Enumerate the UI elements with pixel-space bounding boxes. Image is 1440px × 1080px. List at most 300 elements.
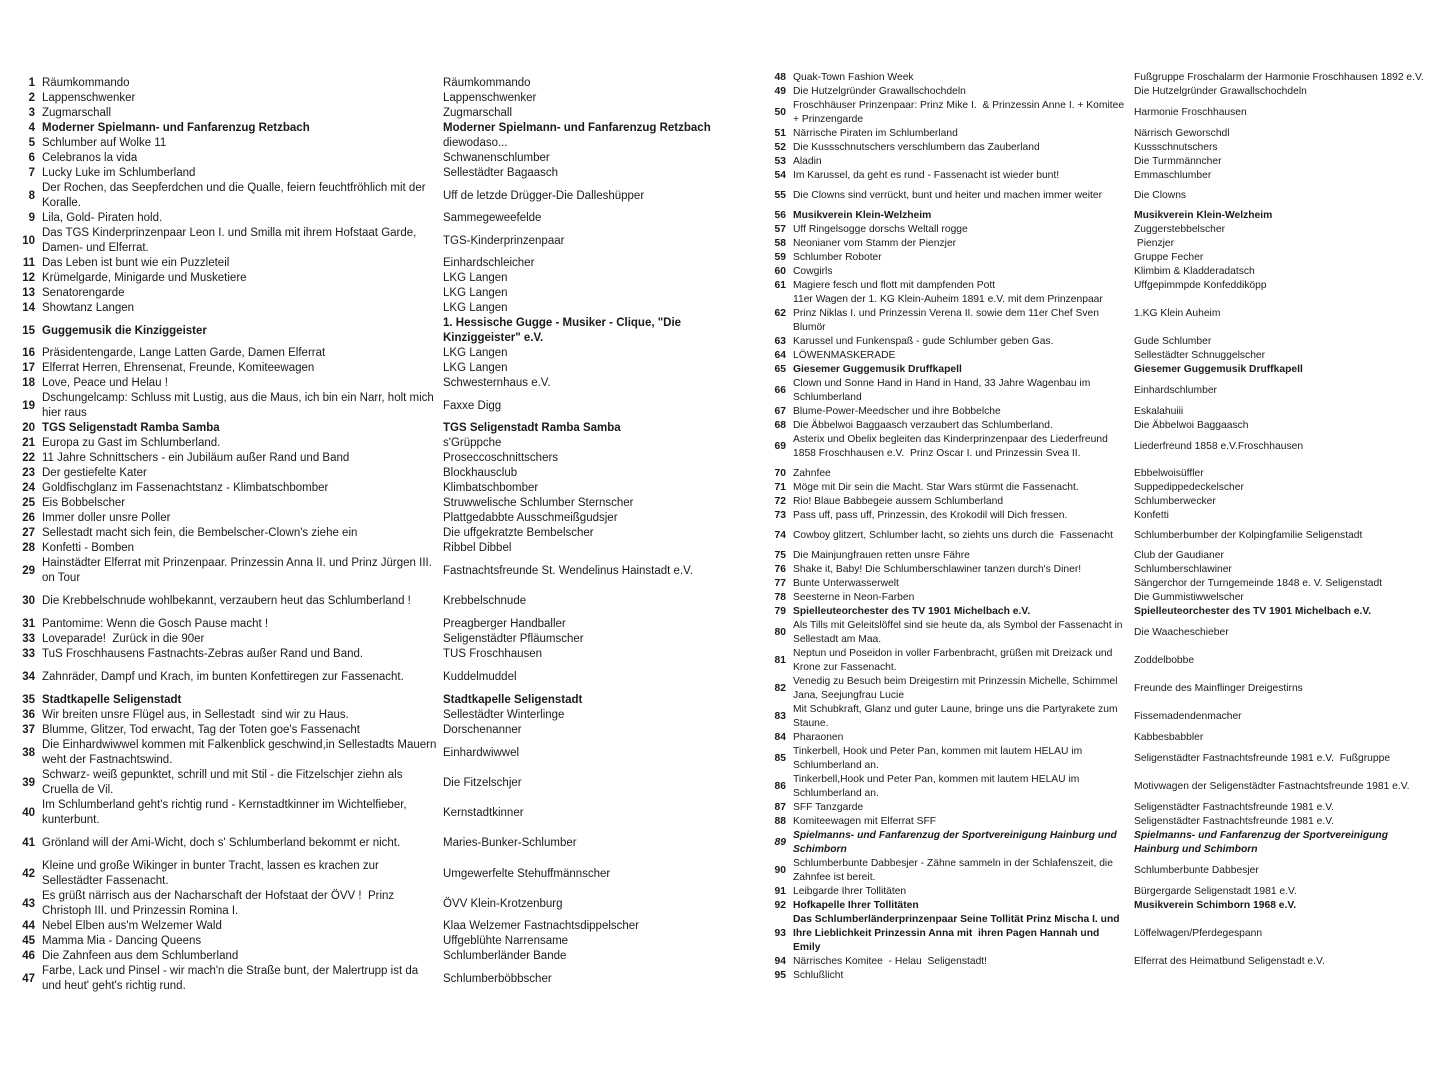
- entry-motto: Asterix und Obelix begleiten das Kinderprinzenpaar des Liederfreund 1858 Froschhausen e.V. Prinz Oscar I. und Prinzessin Svea II.: [793, 434, 1111, 459]
- entry-motto: Im Schlumberland geht's richtig rund - Kernstadtkinner im Wichtelfieber, kunterbunt.: [42, 799, 410, 826]
- entry-row: [772, 509, 1430, 523]
- entry-group-name: TGS-Kinderprinzenpaar: [443, 234, 565, 247]
- entry-number: 34: [22, 671, 35, 683]
- entry-number: 33: [22, 648, 35, 660]
- entry-row: [22, 271, 734, 286]
- entry-row: [772, 169, 1430, 183]
- entry-group-name: Einhardwiwwel: [443, 746, 520, 759]
- entry-motto: Schwarz- weiß gepunktet, schrill und mit Stil - die Fitzelschjer ziehn als Cruella de Vil.: [42, 769, 406, 796]
- entry-group-name: Proseccoschnittschers: [443, 452, 559, 464]
- entry-row: [772, 251, 1430, 265]
- entry-row: [772, 857, 1430, 885]
- entry-motto: Stadtkapelle Seligenstadt: [42, 694, 182, 706]
- entry-number: 64: [774, 350, 786, 361]
- entry-row: [772, 675, 1430, 703]
- entry-number: 80: [774, 627, 786, 638]
- entry-row: [772, 405, 1430, 419]
- entry-number: 27: [22, 527, 35, 539]
- entry-motto: Närrische Piraten im Schlumberland: [793, 128, 958, 139]
- entry-row: [772, 481, 1430, 495]
- entry-group-name: Emmaschlumber: [1134, 170, 1212, 181]
- entry-number: 23: [22, 467, 35, 479]
- entry-motto: Die Zahnfeen aus dem Schlumberland: [42, 950, 239, 962]
- entry-row: [22, 647, 734, 662]
- entry-row: [22, 496, 734, 511]
- entry-motto: Pharaonen: [793, 732, 844, 743]
- entry-group-name: Gude Schlumber: [1134, 336, 1212, 347]
- entry-number: 7: [28, 167, 35, 179]
- entry-row: [22, 481, 734, 496]
- entry-row: [772, 335, 1430, 349]
- entry-motto: Aladin: [793, 156, 822, 167]
- entry-row: [772, 237, 1430, 251]
- entry-motto: Die Krebbelschnude wohlbekannt, verzaubern heut das Schlumberland !: [42, 595, 411, 607]
- entry-motto: Tinkerbell,Hook und Peter Pan, kommen mit lautem HELAU im Schlumberland an.: [793, 774, 1083, 799]
- entry-row: [772, 563, 1430, 577]
- entry-group-name: Uffgepimmpde Konfeddiköpp: [1134, 280, 1267, 291]
- entry-number: 30: [22, 595, 35, 607]
- entry-row: [22, 301, 734, 316]
- entry-number: 66: [774, 385, 786, 396]
- entry-group-name: Kussschnutschers: [1134, 142, 1218, 153]
- entry-number: 39: [22, 776, 35, 789]
- entry-motto: Cowgirls: [793, 266, 833, 277]
- entry-group-name: Sellestädter Winterlinge: [443, 709, 565, 721]
- entry-group-name: Sellestädter Bagaasch: [443, 167, 559, 179]
- entry-row: [772, 731, 1430, 745]
- entry-row: [22, 76, 734, 91]
- entry-group-name: Seligenstädter Fastnachtsfreunde 1981 e.V.: [1134, 802, 1334, 813]
- entry-number: 42: [22, 867, 35, 880]
- entry-number: 15: [22, 324, 35, 337]
- entry-motto: TGS Seligenstadt Ramba Samba: [42, 422, 220, 434]
- entry-row: [772, 71, 1430, 85]
- entry-group-name: Seligenstädter Fastnachtsfreunde 1981 e.V.: [1134, 816, 1334, 827]
- entry-number: 82: [774, 683, 786, 694]
- entry-number: 9: [28, 212, 35, 224]
- entry-number: 46: [22, 950, 35, 962]
- entry-group-name: Kabbesbabbler: [1134, 732, 1204, 743]
- entry-row: [22, 151, 734, 166]
- entry-row: [22, 451, 734, 466]
- entry-group-name: Die Gummistiwwelscher: [1134, 592, 1244, 603]
- entries-tbody-left: [22, 76, 734, 994]
- entry-row: [22, 226, 734, 256]
- entry-number: 85: [774, 753, 786, 764]
- entry-motto: Die Äbbelwoi Baggaasch verzaubert das Schlumberland.: [793, 420, 1053, 431]
- entry-number: 77: [774, 578, 786, 589]
- entry-motto: Karussel und Funkenspaß - gude Schlumber geben Gas.: [793, 336, 1054, 347]
- entry-motto: Sellestadt macht sich fein, die Bembelscher-Clown's ziehe ein: [42, 527, 358, 539]
- entry-group-name: Blockhausclub: [443, 467, 518, 479]
- entry-group-name: Bürgergarde Seligenstadt 1981 e.V.: [1134, 886, 1297, 897]
- entry-row: [772, 363, 1430, 377]
- entry-motto: Der gestiefelte Kater: [42, 467, 147, 479]
- entry-row: [22, 541, 734, 556]
- entry-number: 6: [28, 152, 35, 164]
- entry-group-name: Elferrat des Heimatbund Seligenstadt e.V.: [1134, 956, 1325, 967]
- entry-number: 76: [774, 564, 786, 575]
- entry-group-name: Stadtkapelle Seligenstadt: [443, 694, 583, 706]
- entry-group-name: Räumkommando: [443, 77, 531, 89]
- entry-motto: Räumkommando: [42, 77, 130, 89]
- entry-row: [772, 265, 1430, 279]
- entry-motto: Konfetti - Bomben: [42, 542, 135, 554]
- entry-number: 60: [774, 266, 786, 277]
- entry-row: [22, 211, 734, 226]
- entry-group-name: Struwwelische Schlumber Sternscher: [443, 497, 634, 509]
- entry-motto: Hainstädter Elferrat mit Prinzenpaar. Prinzessin Anna II. und Prinz Jürgen III. on Tour: [42, 557, 436, 584]
- entry-row: [772, 99, 1430, 127]
- entry-row: [22, 609, 734, 632]
- entry-motto: Schlußlicht: [793, 970, 844, 981]
- entry-group-name: ÖVV Klein-Krotzenburg: [443, 897, 563, 910]
- entry-motto: Tinkerbell, Hook und Peter Pan, kommen mit lautem HELAU im Schlumberland an.: [793, 746, 1086, 771]
- entry-number: 11: [22, 257, 35, 269]
- entry-number: 67: [774, 406, 786, 417]
- entry-number: 44: [22, 920, 35, 932]
- entry-motto: Moderner Spielmann- und Fanfarenzug Retzbach: [42, 122, 310, 134]
- entry-group-name: Plattgedabbte Ausschmeißgudsjer: [443, 512, 618, 524]
- entry-group-name: Motivwagen der Seligenstädter Fastnachtsfreunde 1981 e.V.: [1134, 781, 1410, 792]
- entry-group-name: Sellestädter Schnuggelscher: [1134, 350, 1266, 361]
- entry-motto: Rio! Blaue Babbegeie aussem Schlumberland: [793, 496, 1004, 507]
- entry-number: 72: [774, 496, 786, 507]
- entry-row: [22, 526, 734, 541]
- entry-group-name: Suppedippedeckelscher: [1134, 482, 1244, 493]
- entry-number: 37: [22, 724, 35, 736]
- entry-number: 20: [22, 422, 35, 434]
- entry-group-name: Die Waacheschieber: [1134, 627, 1229, 638]
- entry-number: 73: [774, 510, 786, 521]
- entry-group-name: Zugmarschall: [443, 107, 513, 119]
- entry-group-name: Gruppe Fecher: [1134, 252, 1204, 263]
- entry-motto: Lila, Gold- Piraten hold.: [42, 212, 163, 224]
- entry-number: 24: [22, 482, 35, 494]
- entry-motto: Das Schlumberländerprinzenpaar Seine Tollität Prinz Mischa I. und Ihre Lieblichkeit Prinzessin Anna mit ihren Pagen Hannah und Emily: [793, 914, 1123, 953]
- entry-number: 63: [774, 336, 786, 347]
- entry-motto: SFF Tanzgarde: [793, 802, 864, 813]
- entry-row: [772, 461, 1430, 481]
- entry-row: [772, 577, 1430, 591]
- entry-row: [772, 141, 1430, 155]
- entry-row: [772, 703, 1430, 731]
- entry-motto: Präsidentengarde, Lange Latten Garde, Damen Elferrat: [42, 347, 326, 359]
- entry-row: [22, 851, 734, 889]
- entry-group-name: Schlumberländer Bande: [443, 950, 567, 962]
- entry-group-name: Die uffgekratzte Bembelscher: [443, 527, 594, 539]
- entry-motto: Pantomime: Wenn die Gosch Pause macht !: [42, 618, 269, 630]
- entry-row: [22, 723, 734, 738]
- entry-group-name: Schlumberwecker: [1134, 496, 1216, 507]
- entry-motto: Hofkapelle Ihrer Tollitäten: [793, 900, 919, 911]
- entry-motto: Clown und Sonne Hand in Hand in Hand, 33 Jahre Wagenbau im Schlumberland: [793, 378, 1094, 403]
- entry-motto: Neonianer vom Stamm der Pienzjer: [793, 238, 957, 249]
- entry-number: 54: [774, 170, 786, 181]
- entry-number: 45: [22, 935, 35, 947]
- entry-row: [22, 632, 734, 647]
- entry-motto: Cowboy glitzert, Schlumber lacht, so ziehts uns durch die Fassenacht: [793, 530, 1113, 541]
- entry-motto: TuS Froschhausens Fastnachts-Zebras außer Rand und Band.: [42, 648, 364, 660]
- entry-motto: Love, Peace und Helau !: [42, 377, 168, 389]
- entry-motto: Magiere fesch und flott mit dampfenden Pott: [793, 280, 996, 291]
- entry-number: 47: [22, 972, 35, 985]
- entry-number: 93: [774, 928, 786, 939]
- entry-motto: Immer doller unsre Poller: [42, 512, 171, 524]
- entry-group-name: Närrisch Geworschdl: [1134, 128, 1230, 139]
- entry-group-name: 1. Hessische Gugge - Musiker - Clique, "Die Kinziggeister" e.V.: [443, 317, 685, 344]
- entry-row: [22, 466, 734, 481]
- entry-motto: Quak-Town Fashion Week: [793, 72, 914, 83]
- entry-row: [22, 949, 734, 964]
- entry-number: 71: [774, 482, 786, 493]
- entry-row: [772, 745, 1430, 773]
- entry-group-name: Klimbatschbomber: [443, 482, 539, 494]
- entry-number: 5: [28, 137, 35, 149]
- entry-row: [772, 419, 1430, 433]
- entry-group-name: Sängerchor der Turngemeinde 1848 e. V. Seligenstadt: [1134, 578, 1383, 589]
- entry-number: 92: [774, 900, 786, 911]
- entry-motto: Leibgarde Ihrer Tollitäten: [793, 886, 907, 897]
- entry-number: 48: [774, 72, 786, 83]
- entry-group-name: Harmonie Froschhausen: [1134, 107, 1247, 118]
- entry-group-name: Fastnachtsfreunde St. Wendelinus Hainstadt e.V.: [443, 564, 693, 577]
- entry-number: 3: [28, 107, 35, 119]
- entry-motto: Die Hutzelgründer Grawallschochdeln: [793, 86, 966, 97]
- entry-motto: Froschhäuser Prinzenpaar: Prinz Mike I. & Prinzessin Anne I. + Komitee + Prinzengarde: [793, 100, 1127, 125]
- entries-column-left: [22, 76, 734, 994]
- entry-number: 94: [774, 956, 786, 967]
- entry-group-name: Club der Gaudianer: [1134, 550, 1224, 561]
- entry-number: 84: [774, 732, 786, 743]
- entry-group-name: Fußgruppe Froschalarm der Harmonie Froschhausen 1892 e.V.: [1134, 72, 1424, 83]
- entry-group-name: Schlumberschlawiner: [1134, 564, 1232, 575]
- entry-number: 78: [774, 592, 786, 603]
- entry-number: 50: [774, 107, 786, 118]
- entry-group-name: Ribbel Dibbel: [443, 542, 512, 554]
- entry-group-name: Die Hutzelgründer Grawallschochdeln: [1134, 86, 1307, 97]
- entry-row: [772, 293, 1430, 335]
- entry-group-name: Schlumberböbbscher: [443, 972, 552, 985]
- entry-number: 25: [22, 497, 35, 509]
- entry-row: [772, 377, 1430, 405]
- entry-group-name: Musikverein Schimborn 1968 e.V.: [1134, 900, 1297, 911]
- entry-motto: Das TGS Kinderprinzenpaar Leon I. und Smilla mit ihrem Hofstaat Garde, Damen- und Elferrat.: [42, 227, 420, 254]
- entry-row: [22, 889, 734, 919]
- entry-number: 49: [774, 86, 786, 97]
- entry-row: [772, 433, 1430, 461]
- entry-number: 81: [774, 655, 786, 666]
- entry-row: [22, 286, 734, 301]
- entry-number: 59: [774, 252, 786, 263]
- entry-group-name: 1.KG Klein Auheim: [1134, 308, 1221, 319]
- entry-motto: Venedig zu Besuch beim Dreigestirn mit Prinzessin Michelle, Schimmel Jana, Seejungfrau Lucie: [793, 676, 1121, 701]
- entry-number: 51: [774, 128, 786, 139]
- entry-number: 38: [22, 746, 35, 759]
- entry-row: [22, 708, 734, 723]
- entry-motto: Lappenschwenker: [42, 92, 136, 104]
- entry-number: 31: [22, 618, 35, 630]
- entry-number: 28: [22, 542, 35, 554]
- entry-row: [22, 662, 734, 685]
- entry-number: 56: [774, 210, 786, 221]
- entry-number: 58: [774, 238, 786, 249]
- entry-row: [772, 829, 1430, 857]
- entry-number: 90: [774, 865, 786, 876]
- entry-group-name: Maries-Bunker-Schlumber: [443, 837, 577, 849]
- entry-group-name: Zuggerstebbelscher: [1134, 224, 1226, 235]
- entry-number: 29: [22, 564, 35, 577]
- entry-motto: Seesterne in Neon-Farben: [793, 592, 915, 603]
- entry-row: [772, 899, 1430, 913]
- entry-row: [772, 523, 1430, 543]
- entry-number: 53: [774, 156, 786, 167]
- entry-group-name: Spielmanns- und Fanfarenzug der Sportvereinigung Hainburg und Schimborn: [1134, 830, 1391, 855]
- entry-motto: Elferrat Herren, Ehrensenat, Freunde, Komiteewagen: [42, 362, 315, 374]
- entry-number: 33: [22, 633, 35, 645]
- entry-motto: LÖWENMASKERADE: [793, 350, 896, 361]
- entry-group-name: LKG Langen: [443, 362, 508, 374]
- entry-motto: Möge mit Dir sein die Macht. Star Wars stürmt die Fassenacht.: [793, 482, 1079, 493]
- entry-row: [772, 885, 1430, 899]
- entry-group-name: LKG Langen: [443, 272, 508, 284]
- entry-motto: Lucky Luke im Schlumberland: [42, 167, 196, 179]
- entry-motto: Blume-Power-Meedscher und ihre Bobbelche: [793, 406, 1001, 417]
- entry-number: 91: [774, 886, 786, 897]
- entry-group-name: Seligenstädter Pfläumscher: [443, 633, 584, 645]
- entry-motto: Spielmanns- und Fanfarenzug der Sportvereinigung Hainburg und Schimborn: [793, 830, 1120, 855]
- entry-row: [22, 964, 734, 994]
- entry-row: [772, 969, 1430, 983]
- entry-row: [772, 619, 1430, 647]
- entry-group-name: Schlumberbumber der Kolpingfamilie Seligenstadt: [1134, 530, 1363, 541]
- entry-motto: Das Leben ist bunt wie ein Puzzleteil: [42, 257, 230, 269]
- entry-row: [22, 376, 734, 391]
- entry-number: 36: [22, 709, 35, 721]
- entry-group-name: Sammegeweefelde: [443, 212, 542, 224]
- entry-row: [22, 798, 734, 828]
- entry-motto: Senatorengarde: [42, 287, 125, 299]
- entry-motto: Die Mainjungfrauen retten unsre Fähre: [793, 550, 970, 561]
- entry-group-name: Konfetti: [1134, 510, 1169, 521]
- entry-group-name: Fissemadendenmacher: [1134, 711, 1242, 722]
- entry-row: [22, 256, 734, 271]
- entry-number: 75: [774, 550, 786, 561]
- entry-number: 8: [28, 189, 35, 202]
- entry-group-name: Schwesternhaus e.V.: [443, 377, 551, 389]
- entry-row: [22, 91, 734, 106]
- entry-group-name: Kernstadtkinner: [443, 806, 524, 819]
- entry-number: 52: [774, 142, 786, 153]
- entry-number: 57: [774, 224, 786, 235]
- entry-motto: Dschungelcamp: Schluss mit Lustig, aus die Maus, ich bin ein Narr, holt mich hier raus: [42, 392, 438, 419]
- entry-motto: Zahnfee: [793, 468, 831, 479]
- entry-number: 62: [774, 308, 786, 319]
- entry-number: 65: [774, 364, 786, 375]
- entry-group-name: Schwanenschlumber: [443, 152, 550, 164]
- entry-row: [22, 828, 734, 851]
- entry-row: [772, 543, 1430, 563]
- entry-number: 21: [22, 437, 35, 449]
- entry-motto: Europa zu Gast im Schlumberland.: [42, 437, 221, 449]
- entry-group-name: Giesemer Guggemusik Druffkapell: [1134, 364, 1303, 375]
- entry-row: [772, 127, 1430, 141]
- entry-motto: Schlumber auf Wolke 11: [42, 137, 167, 149]
- entry-number: 22: [22, 452, 35, 464]
- entry-motto: Grönland will der Ami-Wicht, doch s' Schlumberland bekommt er nicht.: [42, 837, 401, 849]
- entry-row: [772, 183, 1430, 203]
- entry-number: 26: [22, 512, 35, 524]
- entry-motto: Mit Schubkraft, Glanz und guter Laune, bringe uns die Partyrakete zum Staune.: [793, 704, 1121, 729]
- entry-motto: 11 Jahre Schnittschers - ein Jubiläum außer Rand und Band: [42, 452, 350, 464]
- entry-row: [22, 511, 734, 526]
- entry-row: [22, 421, 734, 436]
- entry-row: [772, 85, 1430, 99]
- entry-row: [772, 773, 1430, 801]
- entry-group-name: LKG Langen: [443, 287, 508, 299]
- entry-group-name: Freunde des Mainflinger Dreigestirns: [1134, 683, 1303, 694]
- entry-motto: Loveparade! Zurück in die 90er: [42, 633, 205, 645]
- entry-group-name: Umgewerfelte Stehuffmännscher: [443, 867, 611, 880]
- entry-group-name: Dorschenanner: [443, 724, 522, 736]
- entry-group-name: Lappenschwenker: [443, 92, 537, 104]
- entry-row: [22, 136, 734, 151]
- entry-motto: 11er Wagen der 1. KG Klein-Auheim 1891 e.V. mit dem Prinzenpaar Prinz Niklas I. und Prinzessin Verena II. sowie dem 11er Chef Sven Blumör: [793, 294, 1106, 333]
- entry-group-name: Liederfreund 1858 e.V.Froschhausen: [1134, 441, 1304, 452]
- entry-group-name: TGS Seligenstadt Ramba Samba: [443, 422, 621, 434]
- entry-motto: Schlumberbunte Dabbesjer - Zähne sammeln in der Schlafenszeit, die Zahnfee ist bereit.: [793, 858, 1116, 883]
- entry-row: [22, 768, 734, 798]
- entry-motto: Die Einhardwiwwel kommen mit Falkenblick geschwind,in Sellestadts Mauern weht der Fastnachtswind.: [42, 739, 440, 766]
- entry-group-name: Klaa Welzemer Fastnachtsdippelscher: [443, 920, 640, 932]
- entry-number: 16: [22, 347, 35, 359]
- entry-motto: Närrisches Komitee - Helau Seligenstadt!: [793, 956, 988, 967]
- entry-row: [22, 346, 734, 361]
- entry-motto: Eis Bobbelscher: [42, 497, 126, 509]
- entry-motto: Spielleuteorchester des TV 1901 Michelbach e.V.: [793, 606, 1031, 617]
- entry-number: 68: [774, 420, 786, 431]
- entry-motto: Die Clowns sind verrückt, bunt und heiter und machen immer weiter: [793, 190, 1103, 201]
- entry-row: [772, 605, 1430, 619]
- entry-group-name: [1134, 969, 1430, 983]
- entry-group-name: Uffgeblühte Narrensame: [443, 935, 569, 947]
- entry-number: 1: [28, 77, 35, 89]
- entry-motto: Schlumber Roboter: [793, 252, 882, 263]
- entry-row: [22, 316, 734, 346]
- entry-motto: Im Karussel, da geht es rund - Fassenacht ist wieder bunt!: [793, 170, 1060, 181]
- entry-row: [22, 106, 734, 121]
- entry-group-name: LKG Langen: [443, 347, 508, 359]
- entry-number: 89: [774, 837, 786, 848]
- entry-motto: Bunte Unterwasserwelt: [793, 578, 899, 589]
- entry-row: [772, 203, 1430, 223]
- entry-motto: Nebel Elben aus'm Welzemer Wald: [42, 920, 222, 932]
- entries-table-left: [22, 76, 734, 994]
- entry-motto: Guggemusik die Kinziggeister: [42, 324, 207, 337]
- entry-number: 14: [22, 302, 35, 314]
- entry-row: [22, 738, 734, 768]
- entry-row: [772, 801, 1430, 815]
- entry-group-name: Spielleuteorchester des TV 1901 Michelbach e.V.: [1134, 606, 1372, 617]
- entry-group-name: Die Äbbelwoi Baggaasch: [1134, 420, 1249, 431]
- entry-motto: Farbe, Lack und Pinsel - wir mach'n die Straße bunt, der Malertrupp ist da und heut' geht's richtig rund.: [42, 965, 422, 992]
- entry-number: 19: [22, 399, 35, 412]
- entry-group-name: Faxxe Digg: [443, 399, 502, 412]
- entry-motto: Celebranos la vida: [42, 152, 138, 164]
- entry-group-name: Musikverein Klein-Welzheim: [1134, 210, 1273, 221]
- entry-number: 17: [22, 362, 35, 374]
- entry-row: [22, 391, 734, 421]
